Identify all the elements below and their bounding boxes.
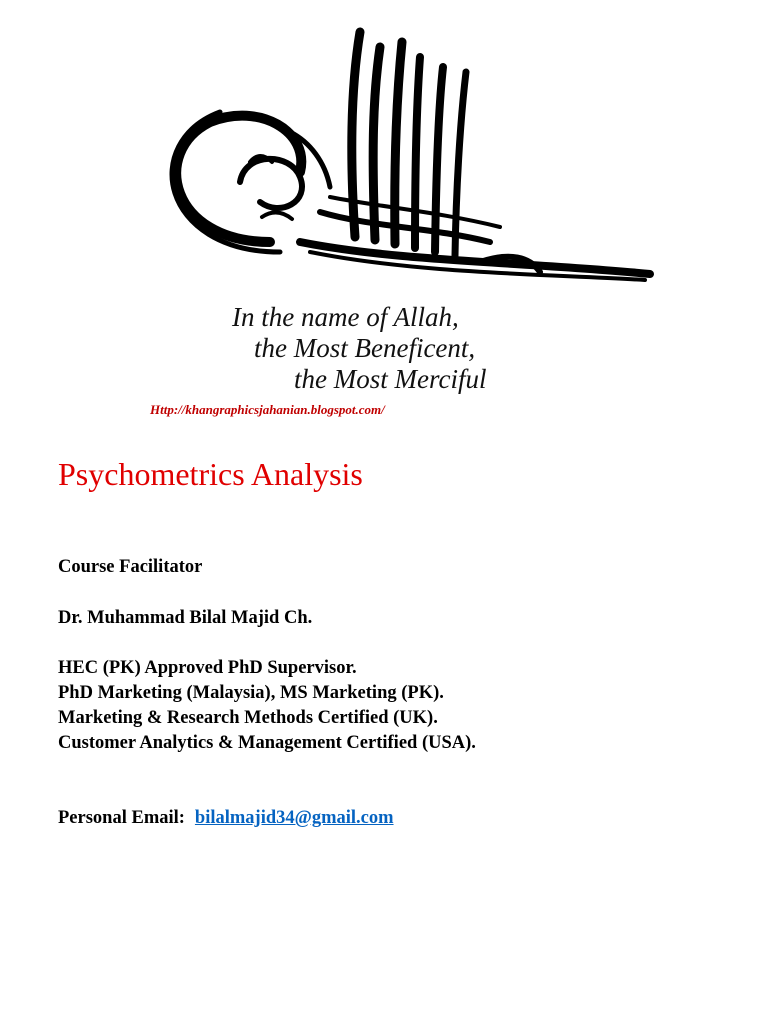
credential-line: HEC (PK) Approved PhD Supervisor.	[58, 658, 357, 678]
motto-line-2: the Most Beneficent,	[254, 333, 476, 363]
credential-line: Customer Analytics & Management Certified (USA).	[58, 733, 476, 753]
bismillah-calligraphy-emblem	[150, 12, 660, 312]
credential-line: Marketing & Research Methods Certified (UK).	[58, 708, 438, 728]
facilitator-name: Dr. Muhammad Bilal Majid Ch.	[58, 608, 313, 628]
email-row	[58, 806, 394, 830]
motto-line-3: the Most Merciful	[294, 364, 487, 394]
document-title: Psychometrics Analysis	[58, 456, 363, 492]
role-label: Course Facilitator	[58, 557, 203, 577]
graphic-source-url: Http://khangraphicsjahanian.blogspot.com/	[150, 402, 385, 417]
motto-line-1: In the name of Allah,	[232, 302, 459, 332]
credential-line: PhD Marketing (Malaysia), MS Marketing (PK).	[58, 683, 444, 703]
email-link[interactable]: bilalmajid34@gmail.com	[194, 808, 394, 828]
bismillah-translation	[232, 302, 486, 395]
email-label: Personal Email:	[58, 808, 185, 828]
